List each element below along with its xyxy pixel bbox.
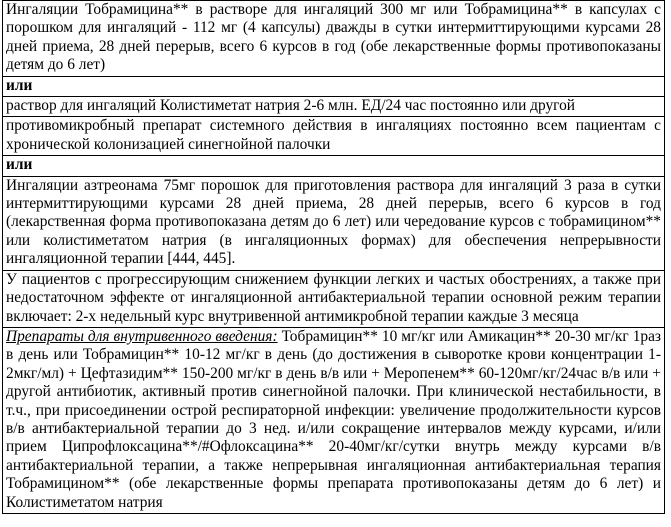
table-row	[3, 76, 665, 96]
table-row	[3, 176, 665, 270]
treatment-table	[2, 0, 665, 514]
table-cell: У пациентов с прогрессирующим снижением функции легких и частых обострениях, а также при недостаточном эффекте от ингаляционной антибактериальной терапии основной режим терапии включает: 2-х недельный курс внутривенной антимикробной терапии каждые 3 месяца	[3, 270, 665, 327]
table-row	[3, 1, 665, 77]
section-text: Тобрамицин** 10 мг/кг или Амикацин** 20-30 мг/кг 1раз в день или Тобрамицин** 10-12 мг/кг в день (до достижения в сыворотке крови концентрации 1-2мкг/мл) + Цефтазидим** 150-200 мг/кг в день в/в или + Меропенем** 60-120мг/кг/24час в/в или + другой антибиотик, активный против синегнойной палочки. При клинической нестабильности, в т.ч., при присоединении острой респираторной инфекции: увеличение продолжительности курсов в/в антибактериальной терапии до 3 нед. и/или сокращение интервалов между курсами, и/или прием Ципрофлоксацина**/#Офлоксацина** 20-40мг/кг/сутки внутрь между курсами в/в антибактериальной терапии, а также непрерывная ингаляционная антибактериальная терапия Тобрамицином** (обе лекарственные формы препарата противопоказаны детям до 6 лет) и Колистиметатом натрия	[6, 327, 661, 511]
table-row	[3, 156, 665, 176]
table-row	[3, 327, 665, 513]
table-cell: противомикробный препарат системного действия в ингаляциях постоянно всем пациентам с хронической колонизацией синегнойной палочки	[3, 117, 665, 156]
table-cell	[3, 327, 665, 513]
section-lead-in: Препараты для внутривенного введения:	[6, 327, 278, 345]
table-row	[3, 270, 665, 327]
or-separator: или	[3, 156, 665, 176]
table-cell: Ингаляции Тобрамицина** в растворе для ингаляций 300 мг или Тобрамицина** в капсулах с порошком для ингаляций - 112 мг (4 капсулы) дважды в сутки интермиттирующими курсами 28 дней приема, 28 дней перерыв, всего 6 курсов в год (обе лекарственные формы противопоказаны детям до 6 лет)	[3, 1, 665, 77]
table-row	[3, 117, 665, 156]
table-cell: Ингаляции азтреонама 75мг порошок для приготовления раствора для ингаляций 3 раза в сутки интермиттирующими курсами 28 дней приема, 28 дней перерыв, всего 6 курсов в год (лекарственная форма противопоказана детям до 6 лет) или чередование курсов с тобрамицином** или колистиметатом натрия (в ингаляционных формах) для обеспечения непрерывности ингаляционной терапии [444, 445].	[3, 176, 665, 270]
table-row	[3, 97, 665, 117]
table-cell: раствор для ингаляций Колистиметат натрия 2-6 млн. ЕД/24 час постоянно или другой	[3, 97, 665, 117]
or-separator: или	[3, 76, 665, 96]
